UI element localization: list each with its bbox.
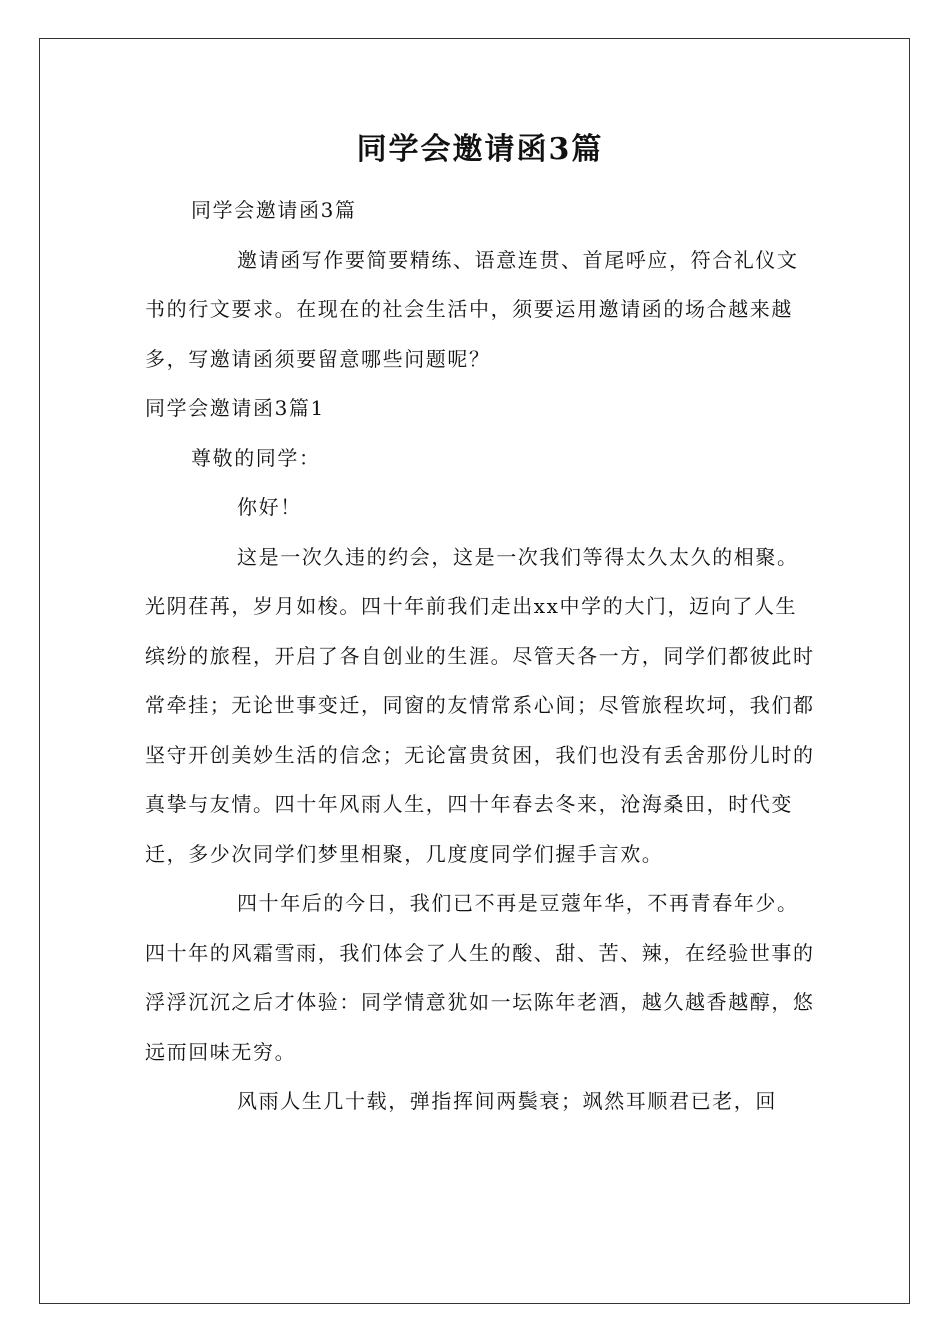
body-paragraph: 这是一次久违的约会，这是一次我们等得太久太久的相聚。光阴荏苒，岁月如梭。四十年前我们走出xx中学的大门，迈向了人生缤纷的旅程，开启了各自创业的生涯。尽管天各一方，同学们都彼此时常牵挂；无论世事变迁，同窗的友情常系心间；尽管旅程坎坷，我们都坚守开创美妙生活的信念；无论富贵贫困，我们也没有丢舍那份儿时的真挚与友情。四十年风雨人生，四十年春去冬来，沧海桑田，时代变迁，多少次同学们梦里相聚，几度度同学们握手言欢。 [145,544,815,866]
section-heading: 同学会邀请函3篇1 [145,396,325,420]
body-paragraph: 四十年后的今日，我们已不再是豆蔻年华，不再青春年少。四十年的风霜雪雨，我们体会了人生的酸、甜、苦、辣，在经验世事的浮浮沉沉之后才体验：同学情意犹如一坛陈年老酒，越久越香越醇，悠远而回味无穷。 [145,891,815,1064]
document-body [145,120,815,1127]
body-paragraph: 风雨人生几十载，弹指挥间两鬓衰；飒然耳顺君已老，回 [237,1089,777,1113]
salutation: 尊敬的同学： [191,445,321,470]
greeting: 你好！ [237,495,302,519]
intro-paragraph: 邀请函写作要简要精练、语意连贯、首尾呼应，符合礼仪文书的行文要求。在现在的社会生活中，须要运用邀请函的场合越来越多，写邀请函须要留意哪些问题呢？ [145,247,799,371]
document-title: 同学会邀请函3篇 [356,132,604,167]
subtitle-paragraph: 同学会邀请函3篇 [191,198,357,222]
